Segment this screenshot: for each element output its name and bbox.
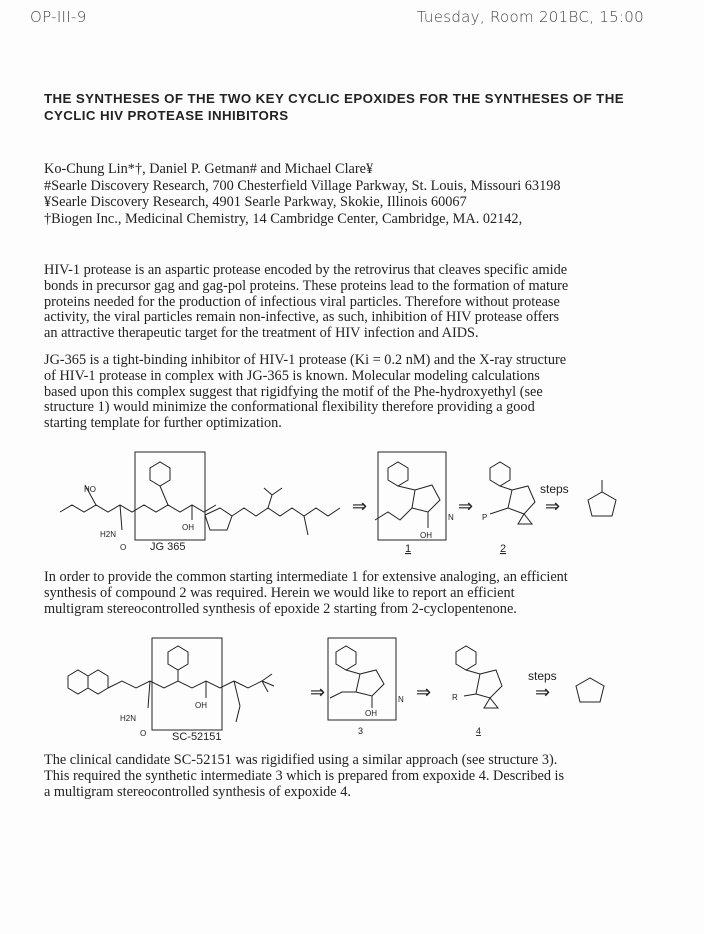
scheme-sc52151 (40, 636, 670, 748)
compound-label-jg365: JG 365 (150, 541, 186, 553)
atom-label: H2N (100, 530, 117, 539)
text-line: bonds in precursor gag and gag-pol proteins. These proteins lead to the formation of mature (44, 277, 569, 294)
atom-label: O (140, 729, 147, 738)
text-line: activity, the viral particles remain non-infective, as such, inhibition of HIV protease offers (44, 309, 560, 326)
text-line: multigram stereocontrolled synthesis of epoxide 2 starting from 2-cyclopentenone. (44, 600, 517, 617)
compound-label-sc52151: SC-52151 (172, 731, 222, 743)
author-names: Ko-Chung Lin*†, Daniel P. Getman# and Michael Clare¥ (44, 161, 374, 177)
atom-label: OH (420, 531, 432, 540)
session-code: OP-III-9 (30, 8, 87, 26)
text-line: synthesis of compound 2 was required. Herein we would like to report an efficient (44, 584, 515, 601)
text-line: an attractive therapeutic target for the treatment of HIV infection and AIDS. (44, 325, 479, 342)
text-line: a multigram stereocontrolled synthesis of expoxide 4. (44, 783, 351, 800)
highlight-box (135, 452, 205, 540)
text-line: of HIV-1 protease in complex with JG-365 is known. Molecular modeling calculations (44, 367, 540, 384)
backbone (60, 505, 216, 512)
retro-arrow-icon: ⇒ (352, 496, 368, 516)
text-line: In order to provide the common starting intermediate 1 for extensive analoging, an efficient (44, 569, 568, 585)
atom-label: OH (195, 701, 207, 710)
atom-label: HO (84, 485, 96, 494)
paragraph-jg365 (44, 353, 664, 432)
text-line: proteins needed for the production of infectious viral particles. Therefore without protease (44, 293, 560, 310)
text-line: structure 1) would minimize the conformational flexibility therefore providing a good (44, 399, 535, 416)
atom-label: N (398, 695, 404, 704)
proline-ring (205, 508, 232, 530)
session-info: Tuesday, Room 201BC, 15:00 (416, 8, 644, 26)
paragraph-clinical (44, 753, 664, 800)
retro-arrow-icon: ⇒ (545, 496, 561, 516)
steps-label: steps (540, 482, 569, 496)
text-line: HIV-1 protease is an aspartic protease encoded by the retrovirus that cleaves specific amide (44, 262, 568, 278)
affiliation: ¥Searle Discovery Research, 4901 Searle Parkway, Skokie, Illinois 60067 (44, 194, 467, 211)
compound-label-4: 4 (476, 726, 482, 736)
text-line: based upon this complex suggest that rigidfying the motif of the Phe-hydroxyethyl (see (44, 383, 543, 400)
affiliation: #Searle Discovery Research, 700 Chesterfield Village Parkway, St. Louis, Missouri 63198 (44, 177, 561, 194)
text-line: JG-365 is a tight-binding inhibitor of HIV-1 protease (Ki = 0.2 nM) and the X-ray structure (44, 352, 567, 368)
paragraph-intro (44, 263, 664, 342)
retro-arrow-icon: ⇒ (310, 682, 326, 702)
compound-label-1: 1 (405, 543, 412, 555)
atom-label: H2N (120, 714, 137, 723)
atom-label: OH (182, 523, 194, 532)
phenyl-ring (150, 462, 170, 486)
atom-label: R (452, 693, 458, 702)
retro-arrow-icon: ⇒ (416, 682, 432, 702)
steps-label: steps (528, 669, 557, 683)
scheme-jg365 (40, 450, 670, 560)
atom-label: P (482, 513, 488, 522)
retro-arrow-icon: ⇒ (535, 682, 551, 702)
authors-block (44, 161, 561, 228)
atom-label: O (120, 543, 127, 552)
paper-title: THE SYNTHESES OF THE TWO KEY CYCLIC EPOXIDES FOR THE SYNTHESES OF THE CYCLIC HIV PROTEASE INHIBITORS (44, 91, 624, 123)
atom-label: OH (365, 709, 377, 718)
affiliation: †Biogen Inc., Medicinal Chemistry, 14 Cambridge Center, Cambridge, MA. 02142, (44, 211, 523, 228)
compound-label-2: 2 (500, 543, 507, 555)
highlight-box (378, 452, 446, 540)
retro-arrow-icon: ⇒ (458, 496, 474, 516)
text-line: This required the synthetic intermediate 3 which is prepared from expoxide 4. Described is (44, 767, 565, 784)
compound-label-3: 3 (358, 726, 364, 736)
text-line: starting template for further optimization. (44, 415, 282, 432)
text-line: The clinical candidate SC-52151 was rigidified using a similar approach (see structure 3). (44, 752, 558, 768)
atom-label: N (448, 513, 454, 522)
paragraph-synthesis (44, 570, 664, 617)
